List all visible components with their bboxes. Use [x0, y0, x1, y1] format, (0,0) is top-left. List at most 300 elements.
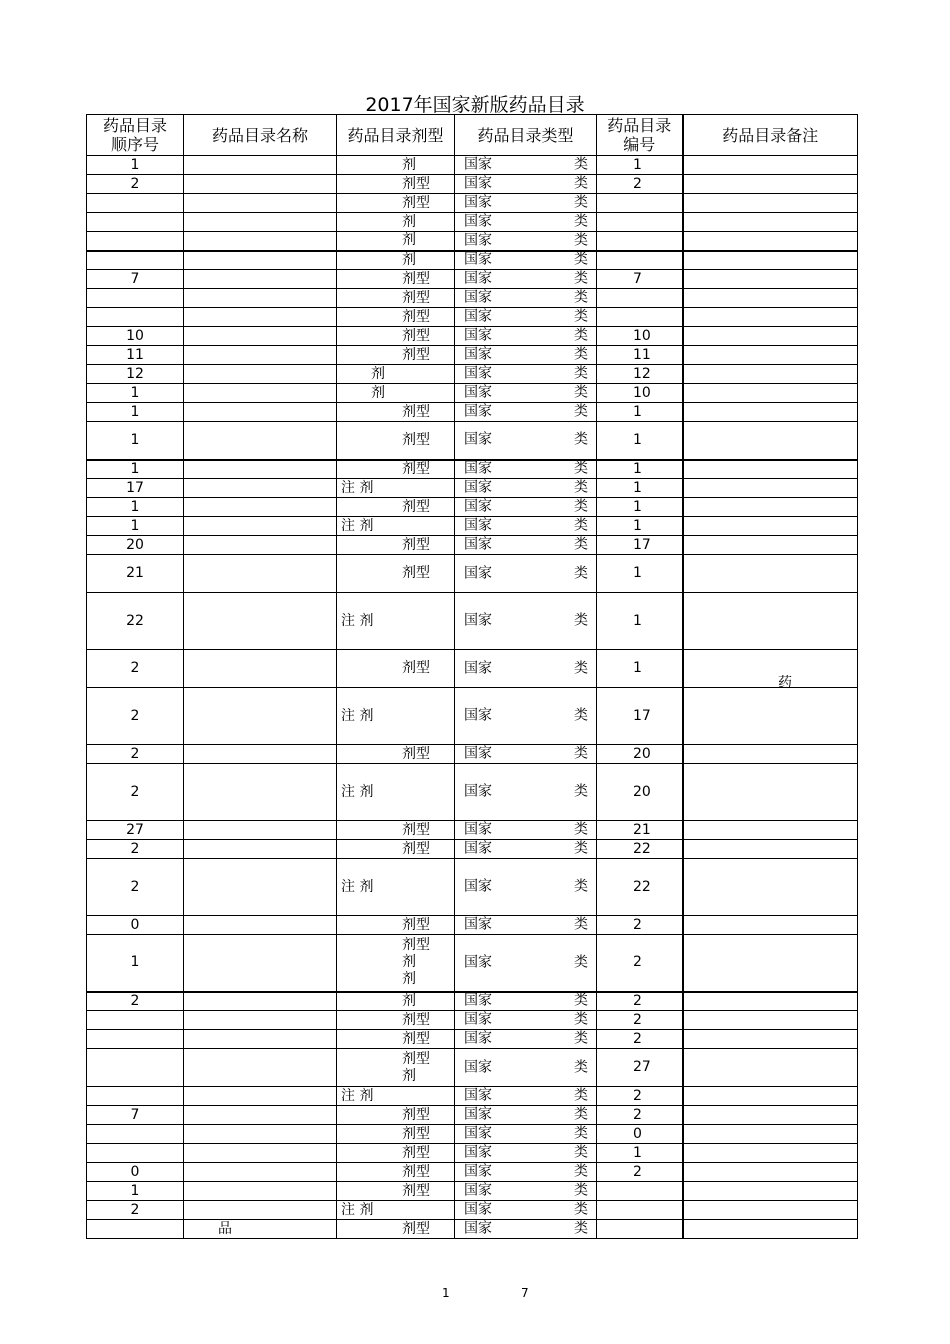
seq-value: 2: [130, 707, 140, 724]
name-value: [184, 822, 218, 838]
type-suffix: 类: [574, 1011, 588, 1028]
cell-form: [337, 498, 455, 517]
name-value: [184, 537, 218, 553]
name-value: [184, 385, 218, 401]
cell-remark: [683, 270, 858, 289]
code-value: 10: [633, 384, 651, 401]
form-value: 剂型: [402, 431, 430, 448]
cell-seq: [87, 1106, 184, 1125]
cell-type: [455, 935, 597, 992]
cell-name: [184, 536, 337, 555]
cell-code: [597, 460, 683, 479]
cell-name: [184, 1011, 337, 1030]
cell-type: [455, 764, 597, 821]
type-prefix: 国家: [464, 194, 492, 211]
cell-remark: [683, 479, 858, 498]
cell-remark: [683, 764, 858, 821]
table-row: [87, 517, 858, 536]
remark-fragment: 药: [778, 675, 792, 691]
name-value: [184, 1183, 218, 1199]
seq-value: 2: [130, 992, 140, 1009]
cell-name: [184, 859, 337, 916]
cell-form: [337, 1087, 455, 1106]
type-suffix: 类: [574, 327, 588, 344]
code-value: 7: [633, 270, 642, 287]
cell-name: [184, 498, 337, 517]
type-prefix: 国家: [464, 1011, 492, 1028]
type-prefix: 国家: [464, 384, 492, 401]
form-value: 剂型: [402, 175, 430, 192]
cell-form: [337, 1163, 455, 1182]
type-suffix: 类: [574, 565, 588, 581]
form-value: 注 剂: [341, 612, 374, 629]
cell-type: [455, 859, 597, 916]
type-suffix: 类: [574, 536, 588, 553]
cell-remark: [683, 1049, 858, 1087]
cell-code: [597, 403, 683, 422]
table-row: [87, 422, 858, 460]
form-value: 剂型: [402, 1106, 430, 1123]
name-value: [184, 746, 218, 762]
cell-name: [184, 1163, 337, 1182]
form-value: 剂型: [402, 916, 430, 933]
page-title: 2017年国家新版药品目录: [365, 94, 585, 116]
cell-type: [455, 270, 597, 289]
cell-remark: [683, 536, 858, 555]
type-prefix: 国家: [464, 232, 492, 249]
table-row: [87, 935, 858, 992]
name-value: [184, 232, 218, 248]
table-row: [87, 232, 858, 251]
cell-remark: [683, 384, 858, 403]
type-prefix: 国家: [464, 327, 492, 344]
table-row: [87, 650, 858, 688]
cell-name: [184, 346, 337, 365]
cell-seq: [87, 251, 184, 270]
form-value: 剂型: [402, 403, 430, 420]
cell-type: [455, 213, 597, 232]
cell-seq: [87, 650, 184, 688]
cell-type: [455, 175, 597, 194]
cell-code: [597, 859, 683, 916]
cell-seq: [87, 555, 184, 593]
form-value: 剂型: [402, 498, 430, 515]
code-value: 21: [633, 821, 651, 838]
cell-form: [337, 422, 455, 460]
type-suffix: 类: [574, 1030, 588, 1047]
cell-type: [455, 232, 597, 251]
cell-form: [337, 1201, 455, 1220]
cell-form: [337, 859, 455, 916]
seq-value: 1: [130, 1182, 140, 1199]
cell-name: [184, 1201, 337, 1220]
cell-name: [184, 365, 337, 384]
drug-catalog-table: [86, 114, 858, 1239]
type-suffix: 类: [574, 175, 588, 192]
cell-code: [597, 1163, 683, 1182]
cell-form: [337, 1011, 455, 1030]
cell-type: [455, 308, 597, 327]
page-total: 7: [521, 1286, 529, 1300]
cell-name: [184, 840, 337, 859]
type-prefix: 国家: [464, 403, 492, 420]
code-value: 1: [633, 498, 642, 515]
table-row: [87, 536, 858, 555]
cell-type: [455, 593, 597, 650]
code-value: 1: [633, 565, 642, 581]
cell-code: [597, 745, 683, 764]
name-value: [184, 784, 218, 800]
cell-remark: [683, 289, 858, 308]
code-value: 11: [633, 346, 651, 363]
seq-value: 12: [126, 365, 144, 382]
cell-remark: [683, 156, 858, 175]
cell-code: [597, 688, 683, 745]
cell-name: [184, 232, 337, 251]
seq-value: 17: [126, 479, 144, 496]
cell-seq: [87, 1030, 184, 1049]
type-suffix: 类: [574, 878, 588, 895]
type-suffix: 类: [574, 194, 588, 211]
cell-code: [597, 156, 683, 175]
code-value: 22: [633, 840, 651, 857]
cell-type: [455, 650, 597, 688]
table-row: [87, 916, 858, 935]
name-value: [184, 954, 218, 970]
cell-remark: [683, 555, 858, 593]
cell-code: [597, 232, 683, 251]
cell-form: [337, 916, 455, 935]
form-value: 剂: [402, 251, 416, 268]
type-suffix: 类: [574, 1182, 588, 1199]
cell-name: [184, 270, 337, 289]
cell-code: [597, 821, 683, 840]
cell-seq: [87, 517, 184, 536]
cell-seq: [87, 688, 184, 745]
code-value: 1: [633, 660, 642, 676]
cell-code: [597, 1030, 683, 1049]
name-value: [184, 290, 218, 306]
type-prefix: 国家: [464, 1163, 492, 1180]
form-value: 注 剂: [341, 707, 374, 724]
cell-seq: [87, 1049, 184, 1087]
cell-name: [184, 289, 337, 308]
type-prefix: 国家: [464, 1220, 492, 1237]
table-row: [87, 384, 858, 403]
type-prefix: 国家: [464, 460, 492, 477]
type-prefix: 国家: [464, 878, 492, 895]
table-row: [87, 764, 858, 821]
table-row: [87, 403, 858, 422]
cell-name: [184, 327, 337, 346]
cell-type: [455, 1163, 597, 1182]
form-value: 剂型: [402, 1163, 430, 1180]
form-value: 剂型: [402, 745, 430, 762]
cell-seq: [87, 498, 184, 517]
cell-form: [337, 384, 455, 403]
cell-code: [597, 270, 683, 289]
cell-seq: [87, 289, 184, 308]
cell-name: [184, 175, 337, 194]
form-value: 剂: [402, 992, 416, 1009]
type-suffix: 类: [574, 156, 588, 173]
cell-seq: [87, 916, 184, 935]
name-value: [184, 917, 218, 933]
table-row: [87, 1182, 858, 1201]
cell-code: [597, 935, 683, 992]
code-value: 0: [633, 1125, 642, 1142]
type-prefix: 国家: [464, 1059, 492, 1075]
name-value: [184, 309, 218, 325]
code-value: 27: [633, 1059, 651, 1075]
cell-form: [337, 213, 455, 232]
table-row: [87, 555, 858, 593]
cell-code: [597, 536, 683, 555]
cell-form: [337, 650, 455, 688]
type-suffix: 类: [574, 384, 588, 401]
code-value: 1: [633, 479, 642, 496]
cell-name: [184, 916, 337, 935]
seq-value: 7: [130, 1106, 140, 1123]
type-suffix: 类: [574, 1125, 588, 1142]
table-row: [87, 745, 858, 764]
seq-value: 2: [130, 1201, 140, 1218]
cell-code: [597, 1125, 683, 1144]
cell-form: [337, 156, 455, 175]
cell-remark: [683, 175, 858, 194]
type-suffix: 类: [574, 213, 588, 230]
form-value: 剂型: [402, 1030, 430, 1047]
cell-seq: [87, 232, 184, 251]
cell-type: [455, 1201, 597, 1220]
code-value: 2: [633, 954, 642, 971]
type-suffix: 类: [574, 916, 588, 933]
cell-code: [597, 840, 683, 859]
code-value: 2: [633, 1030, 642, 1047]
cell-remark: [683, 327, 858, 346]
cell-remark: [683, 308, 858, 327]
cell-type: [455, 251, 597, 270]
cell-code: [597, 251, 683, 270]
cell-type: [455, 1049, 597, 1087]
cell-code: [597, 517, 683, 536]
cell-name: [184, 650, 337, 688]
cell-code: [597, 593, 683, 650]
header-form: 药品目录剂型: [337, 115, 455, 156]
cell-name: [184, 1106, 337, 1125]
cell-type: [455, 460, 597, 479]
name-value: [184, 176, 218, 192]
cell-name: [184, 745, 337, 764]
seq-value: 1: [130, 156, 140, 173]
cell-seq: [87, 270, 184, 289]
form-value: 剂型: [402, 270, 430, 287]
table-row: [87, 1106, 858, 1125]
cell-seq: [87, 156, 184, 175]
cell-type: [455, 346, 597, 365]
seq-value: 0: [130, 1163, 140, 1180]
type-suffix: 类: [574, 954, 588, 971]
type-prefix: 国家: [464, 1087, 492, 1104]
name-value: [184, 565, 218, 581]
name-value: [184, 1107, 218, 1123]
table-row: [87, 1220, 858, 1239]
form-value: 注 剂: [341, 783, 374, 800]
form-value: 剂: [402, 232, 416, 249]
table-row: [87, 1049, 858, 1087]
code-value: 1: [633, 403, 642, 420]
cell-form: [337, 308, 455, 327]
cell-code: [597, 1182, 683, 1201]
cell-name: [184, 935, 337, 992]
cell-form: [337, 1049, 455, 1087]
code-value: 2: [633, 1106, 642, 1123]
cell-name: [184, 1049, 337, 1087]
name-value: [184, 660, 218, 676]
name-value: [184, 404, 218, 420]
type-prefix: 国家: [464, 612, 492, 629]
type-prefix: 国家: [464, 498, 492, 515]
cell-type: [455, 821, 597, 840]
form-value: 注 剂: [341, 1087, 374, 1104]
cell-seq: [87, 992, 184, 1011]
type-suffix: 类: [574, 346, 588, 363]
cell-name: [184, 479, 337, 498]
cell-code: [597, 194, 683, 213]
cell-type: [455, 745, 597, 764]
cell-remark: [683, 935, 858, 992]
cell-form: [337, 251, 455, 270]
cell-seq: [87, 194, 184, 213]
type-prefix: 国家: [464, 840, 492, 857]
cell-code: [597, 346, 683, 365]
type-prefix: 国家: [464, 783, 492, 800]
seq-value: 1: [130, 403, 140, 420]
table-row: [87, 688, 858, 745]
code-value: 12: [633, 365, 651, 382]
cell-remark: [683, 1220, 858, 1239]
seq-value: 2: [130, 175, 140, 192]
cell-form: [337, 688, 455, 745]
table-row: [87, 498, 858, 517]
seq-value: 0: [130, 916, 140, 933]
header-name: 药品目录名称: [184, 115, 337, 156]
cell-code: [597, 992, 683, 1011]
table-row: [87, 175, 858, 194]
form-value: 剂型: [402, 821, 430, 838]
type-suffix: 类: [574, 431, 588, 448]
cell-type: [455, 479, 597, 498]
type-prefix: 国家: [464, 308, 492, 325]
type-prefix: 国家: [464, 213, 492, 230]
form-value: 剂型: [402, 1011, 430, 1028]
cell-seq: [87, 213, 184, 232]
cell-remark: [683, 1011, 858, 1030]
seq-value: 7: [130, 270, 140, 287]
cell-form: [337, 935, 455, 992]
cell-name: [184, 422, 337, 460]
type-prefix: 国家: [464, 431, 492, 448]
cell-form: [337, 1144, 455, 1163]
cell-remark: [683, 517, 858, 536]
cell-name: [184, 517, 337, 536]
name-value: [184, 157, 218, 173]
cell-type: [455, 194, 597, 213]
cell-code: [597, 555, 683, 593]
seq-value: 11: [126, 346, 144, 363]
cell-name: [184, 992, 337, 1011]
type-suffix: 类: [574, 479, 588, 496]
cell-name: [184, 403, 337, 422]
type-prefix: 国家: [464, 517, 492, 534]
cell-type: [455, 384, 597, 403]
form-value: 剂: [371, 365, 385, 382]
type-prefix: 国家: [464, 479, 492, 496]
cell-remark: [683, 194, 858, 213]
cell-form: [337, 1106, 455, 1125]
cell-remark: [683, 593, 858, 650]
code-value: 1: [633, 156, 642, 173]
cell-remark: [683, 1144, 858, 1163]
type-prefix: 国家: [464, 992, 492, 1009]
cell-form: [337, 1182, 455, 1201]
cell-type: [455, 327, 597, 346]
type-prefix: 国家: [464, 156, 492, 173]
cell-code: [597, 1106, 683, 1125]
name-value: [184, 708, 218, 724]
type-prefix: 国家: [464, 1030, 492, 1047]
type-suffix: 类: [574, 992, 588, 1009]
table-row: [87, 992, 858, 1011]
seq-value: 2: [130, 745, 140, 762]
cell-code: [597, 384, 683, 403]
cell-remark: [683, 346, 858, 365]
cell-remark: [683, 498, 858, 517]
cell-type: [455, 840, 597, 859]
cell-name: [184, 1125, 337, 1144]
type-prefix: 国家: [464, 954, 492, 971]
cell-type: [455, 1087, 597, 1106]
type-prefix: 国家: [464, 1182, 492, 1199]
cell-name: [184, 1144, 337, 1163]
type-suffix: 类: [574, 840, 588, 857]
type-prefix: 国家: [464, 365, 492, 382]
type-suffix: 类: [574, 1163, 588, 1180]
cell-type: [455, 1011, 597, 1030]
table-row: [87, 1125, 858, 1144]
cell-remark: [683, 1087, 858, 1106]
header-seq: 药品目录顺序号: [87, 115, 184, 156]
cell-name: [184, 156, 337, 175]
cell-code: [597, 1201, 683, 1220]
cell-form: [337, 479, 455, 498]
name-value: [184, 1202, 218, 1218]
code-value: 2: [633, 175, 642, 192]
cell-seq: [87, 1182, 184, 1201]
cell-seq: [87, 1201, 184, 1220]
cell-code: [597, 289, 683, 308]
cell-type: [455, 156, 597, 175]
cell-form: [337, 840, 455, 859]
cell-seq: [87, 308, 184, 327]
cell-remark: [683, 916, 858, 935]
cell-type: [455, 403, 597, 422]
cell-name: [184, 688, 337, 745]
cell-name: [184, 1030, 337, 1049]
type-suffix: 类: [574, 289, 588, 306]
type-suffix: 类: [574, 308, 588, 325]
name-value: [184, 518, 218, 534]
